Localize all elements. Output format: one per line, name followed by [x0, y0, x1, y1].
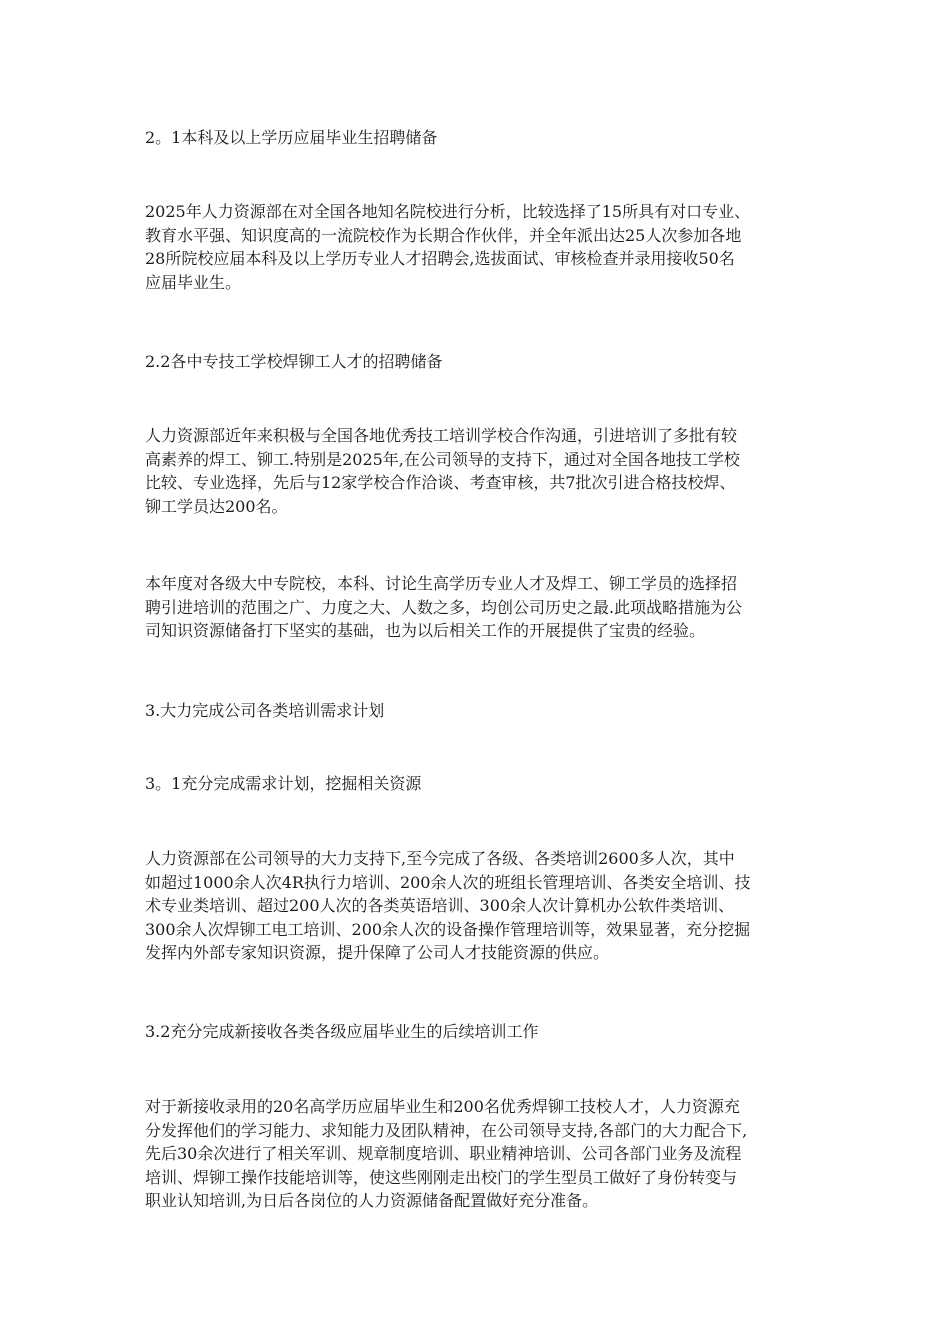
paragraph-2-1 — [145, 200, 815, 294]
text-line: 300余人次焊铆工电工培训、200余人次的设备操作管理培训等，效果显著，充分挖掘 — [145, 919, 751, 939]
text-line: 2.2各中专技工学校焊铆工人才的招聘储备 — [145, 352, 443, 371]
text-line: 发挥内外部专家知识资源，提升保障了公司人才技能资源的供应。 — [145, 943, 610, 962]
paragraph-annual-summary — [145, 572, 815, 643]
text-line: 28所院校应届本科及以上学历专业人才招聘会,选拔面试、审核检查并录用接收50名 — [145, 249, 735, 268]
text-line: 应届毕业生。 — [145, 272, 242, 292]
text-line: 分发挥他们的学习能力、求知能力及团队精神，在公司领导支持,各部门的大力配合下, — [145, 1120, 748, 1140]
heading-3-1 — [145, 772, 815, 796]
heading-3-2 — [145, 1020, 815, 1044]
text-line: 培训、焊铆工操作技能培训等，使这些刚刚走出校门的学生型员工做好了身份转变与 — [145, 1167, 738, 1187]
paragraph-3-2 — [145, 1095, 815, 1213]
heading-2-2 — [145, 350, 815, 374]
text-line: 铆工学员达200名。 — [145, 496, 288, 516]
text-line: 如超过1000余人次4R执行力培训、200余人次的班组长管理培训、各类安全培训、技 — [145, 872, 751, 892]
text-line: 3。1充分完成需求计划，挖掘相关资源 — [145, 774, 422, 793]
text-line: 3.2充分完成新接收各类各级应届毕业生的后续培训工作 — [145, 1022, 539, 1041]
text-line: 司知识资源储备打下坚实的基础，也为以后相关工作的开展提供了宝贵的经验。 — [145, 621, 706, 640]
text-line: 比较、专业选择，先后与12家学校合作洽谈、考查审核，共7批次引进合格技校焊、 — [145, 473, 736, 492]
text-line: 人力资源部在公司领导的大力支持下,至今完成了各级、各类培训2600多人次，其中 — [145, 849, 735, 868]
text-line: 术专业类培训、超过200人次的各类英语培训、300余人次计算机办公软件类培训、 — [145, 896, 735, 915]
heading-2-1 — [145, 126, 815, 150]
text-line: 人力资源部近年来积极与全国各地优秀技工培训学校合作沟通，引进培训了多批有较 — [145, 426, 738, 445]
text-line: 2025年人力资源部在对全国各地知名院校进行分析，比较选择了15所具有对口专业、 — [145, 202, 751, 221]
text-line: 职业认知培训,为日后各岗位的人力资源储备配置做好充分准备。 — [145, 1191, 599, 1210]
text-line: 教育水平强、知识度高的一流院校作为长期合作伙伴，并全年派出达25人次参加各地 — [145, 225, 742, 245]
text-line: 本年度对各级大中专院校，本科、讨论生高学历专业人才及焊工、铆工学员的选择招 — [145, 574, 738, 593]
text-line: 聘引进培训的范围之广、力度之大、人数之多，均创公司历史之最.此项战略措施为公 — [145, 597, 743, 617]
text-line: 先后30余次进行了相关军训、规章制度培训、职业精神培训、公司各部门业务及流程 — [145, 1144, 742, 1163]
text-line: 对于新接收录用的20名高学历应届毕业生和200名优秀焊铆工技校人才，人力资源充 — [145, 1097, 740, 1116]
text-line: 2。1本科及以上学历应届毕业生招聘储备 — [145, 128, 438, 147]
heading-3 — [145, 699, 815, 723]
paragraph-2-2 — [145, 424, 815, 518]
text-line: 高素养的焊工、铆工.特别是2025年,在公司领导的支持下，通过对全国各地技工学校 — [145, 449, 740, 469]
text-line: 3.大力完成公司各类培训需求计划 — [145, 701, 385, 720]
paragraph-3-1 — [145, 847, 815, 965]
